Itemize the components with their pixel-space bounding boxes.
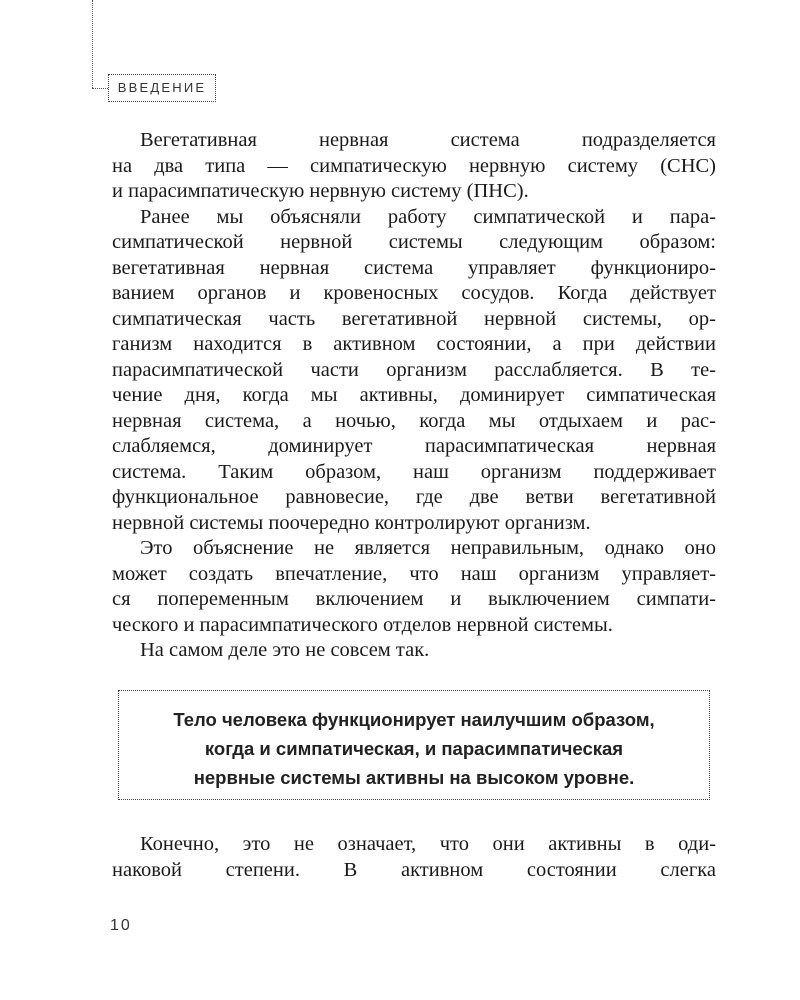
- text-line: нервной системы поочередно контролируют организм.: [112, 511, 591, 534]
- text-line: ческого и парасимпатического отделов нервной системы.: [112, 613, 613, 636]
- text-line: может создать впечатление, что наш организм управляет-: [112, 562, 716, 585]
- text-line: на два типа — симпатическую нервную систему (СНС): [112, 154, 716, 177]
- text-line: Это объяснение не является неправильным, однако оно: [140, 537, 716, 559]
- main-text: [112, 128, 716, 664]
- section-label: ВВЕДЕНИЕ: [108, 74, 216, 102]
- text-line: чение дня, когда мы активны, доминирует симпатическая: [112, 384, 716, 406]
- text-line: нервная система, а ночью, когда мы отдыхаем и рас-: [112, 409, 716, 432]
- paragraph: [112, 832, 716, 883]
- callout-line: когда и симпатическая, и парасимпатическая: [204, 738, 624, 759]
- margin-guide-connector: [92, 88, 108, 89]
- text-line: симпатическая часть вегетативной нервной системы, ор-: [112, 307, 716, 330]
- text-line: симпатической нервной системы следующим образом:: [112, 231, 716, 253]
- margin-guide-line: [92, 0, 93, 88]
- callout-box: [118, 690, 710, 800]
- text-line: Конечно, это не означает, что они активны в оди-: [140, 833, 716, 855]
- callout-line: Тело человека функционирует наилучшим образом,: [173, 709, 655, 730]
- text-line: слабляемся, доминирует парасимпатическая нервная: [112, 435, 716, 457]
- text-line: вегетативная нервная система управляет функциониро-: [112, 256, 716, 279]
- callout-line: нервные системы активны на высоком уровне.: [193, 767, 635, 788]
- paragraph: [112, 205, 716, 537]
- page-number: 10: [110, 917, 132, 934]
- paragraph: [112, 638, 716, 664]
- text-line: ванием органов и кровеносных сосудов. Когда действует: [112, 282, 716, 304]
- text-line: система. Таким образом, наш организм поддерживает: [112, 460, 716, 483]
- text-line: ся попеременным включением и выключением симпати-: [112, 588, 716, 610]
- text-line: и парасимпатическую нервную систему (ПНС).: [112, 180, 529, 202]
- paragraph: [112, 536, 716, 638]
- continuation-text: [112, 832, 716, 883]
- text-line: ганизм находится в активном состоянии, а при действии: [112, 333, 716, 355]
- paragraph: [112, 128, 716, 205]
- text-line: парасимпатической части организм расслабляется. В те-: [112, 358, 716, 381]
- text-line: наковой степени. В активном состоянии слегка: [112, 858, 716, 881]
- text-line: Ранее мы объясняли работу симпатической и пара-: [140, 205, 716, 228]
- text-line: На самом деле это не совсем так.: [140, 639, 430, 661]
- text-line: функциональное равновесие, где две ветви вегетативной: [112, 486, 716, 508]
- text-line: Вегетативная нервная система подразделяется: [140, 129, 716, 151]
